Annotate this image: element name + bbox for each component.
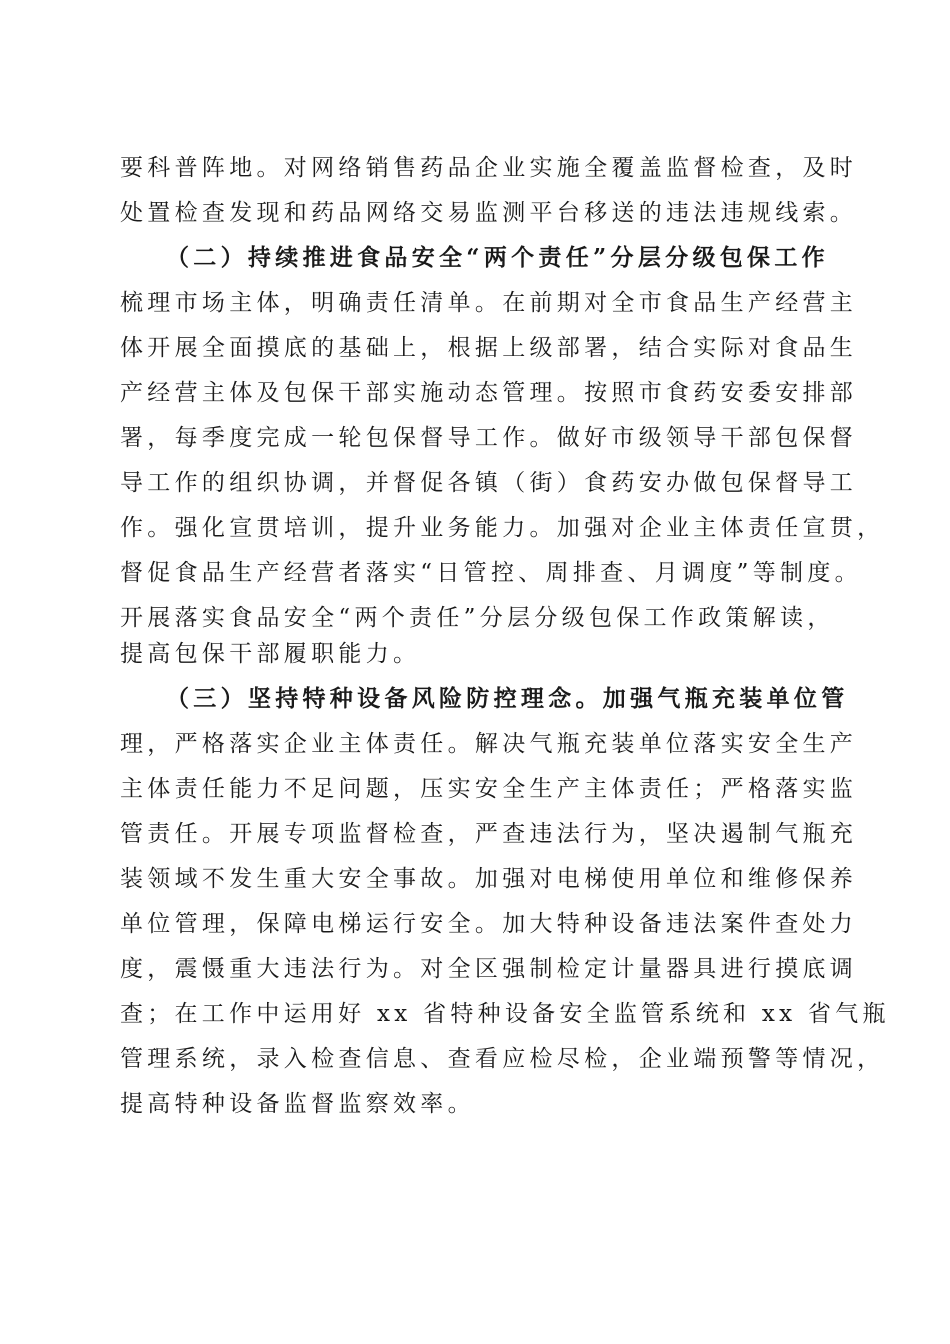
text-line: 度，震慑重大违法行为。对全区强制检定计量器具进行摸底调 <box>120 956 858 982</box>
text-line: 提高特种设备监督监察效率。 <box>120 1091 475 1117</box>
text-line: 单位管理，保障电梯运行安全。加大特种设备违法案件查处力 <box>120 911 858 937</box>
text-line: 主体责任能力不足问题，压实安全生产主体责任；严格落实监 <box>120 776 858 802</box>
text-line: 处置检查发现和药品网络交易监测平台移送的违法违规线索。 <box>120 200 858 226</box>
text-line: 要科普阵地。对网络销售药品企业实施全覆盖监督检查，及时 <box>120 155 858 181</box>
text-line: 装领域不发生重大安全事故。加强对电梯使用单位和维修保养 <box>120 866 858 892</box>
text-line: 产经营主体及包保干部实施动态管理。按照市食药安委安排部 <box>120 380 858 406</box>
section-heading: （二）持续推进食品安全“两个责任”分层分级包保工作 <box>166 244 829 271</box>
text-line: 开展落实食品安全“两个责任”分层分级包保工作政策解读， <box>120 605 835 631</box>
text-line: 提高包保干部履职能力。 <box>120 641 421 667</box>
section-heading: （三）坚持特种设备风险防控理念。加强气瓶充装单位管 <box>166 685 849 712</box>
text-line: 作。强化宣贯培训，提升业务能力。加强对企业主体责任宣贯， <box>120 515 885 541</box>
text-line: 理，严格落实企业主体责任。解决气瓶充装单位落实安全生产 <box>120 731 858 757</box>
text-line: 管理系统，录入检查信息、查看应检尽检，企业端预警等情况， <box>120 1046 885 1072</box>
text-line: 督促食品生产经营者落实“日管控、周排查、月调度”等制度。 <box>120 560 862 586</box>
text-line: 署，每季度完成一轮包保督导工作。做好市级领导干部包保督 <box>120 425 858 451</box>
text-line: 梳理市场主体，明确责任清单。在前期对全市食品生产经营主 <box>120 290 858 316</box>
text-line: 导工作的组织协调，并督促各镇（街）食药安办做包保督导工 <box>120 470 858 496</box>
text-line: 管责任。开展专项监督检查，严查违法行为，坚决遏制气瓶充 <box>120 821 858 847</box>
text-line: 体开展全面摸底的基础上，根据上级部署，结合实际对食品生 <box>120 335 858 361</box>
text-line: 查；在工作中运用好 xx 省特种设备安全监管系统和 xx 省气瓶 <box>120 1001 890 1027</box>
